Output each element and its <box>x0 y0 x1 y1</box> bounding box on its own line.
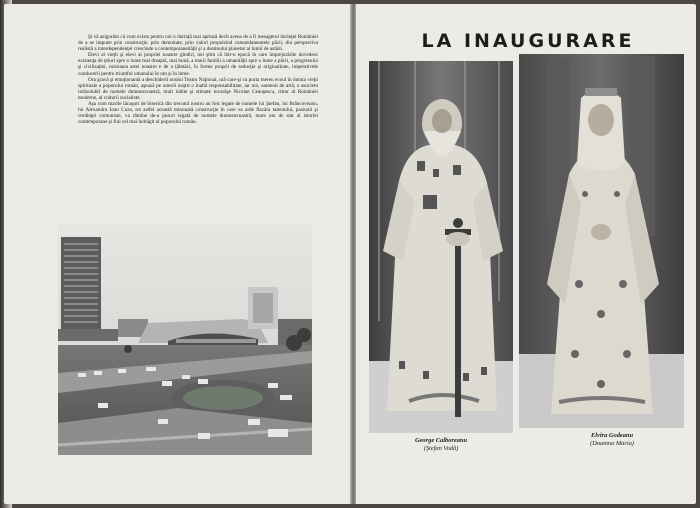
paragraph: Şi vă asigurăm că vom exista pentru noi o dorinţă mai aprinsă decît aceea de a fi mesagerul dorinţei României de a se impune prin construcţie, prin demnitate, prin valori propulsînd comandamentele păcii, din perspectiva realistă a interdependenţei crescînde a contemporaneităţii şi a destinului planetar al lumii de astăzi. <box>78 34 318 53</box>
caption-role: (Doamna Maria) <box>590 439 634 447</box>
photo-caption-godeanu <box>540 432 684 447</box>
caption-name: George Calboreanu <box>414 437 467 444</box>
theatre-city-photo <box>58 223 312 455</box>
left-page-body-text <box>78 34 318 125</box>
page-title: LA INAUGURARE <box>421 30 635 52</box>
photo-caption-calboreanu <box>369 437 513 452</box>
caption-name: Elvira Godeanu <box>590 432 634 439</box>
paragraph: Aşa cum marile lăcaşuri de biserică din trecutul nostru au fost legate de numele lui Ştefan, lui Brâncoveanu, lui Alexandru Ioan Cuza, tot astfel această minunată construcţie în care va arde flacăra talentului, pasiunii şi credinţei comuniste, va rămîne de-a pururi legată de numele dumneavoastră, mare om de stat al istoriei contemporane şi fiul cel mai îndrăgit al poporului român. <box>78 101 318 126</box>
paragraph: Elevi ai vieţii şi elevi ai propriei noastre gîndiri, noi ştim că într-o epocă în care împrejurările dovedesc existenţa de ţeluri spre o lume mai dreaptă, mai bună, a marii familii a umanităţii spre o lume a păcii, a progresului şi civilizaţiei, misiunea artei noastre e de a ţâlmăci, în forme proprii de seducţie şi originalitate, imperativele conducerii pentru triumful umanului în om şi în lume. <box>78 52 318 77</box>
actor-photo-calboreanu <box>369 61 513 433</box>
paragraph: Ora gravă şi emoţionantă a deschiderii noului Teatru Naţional, ură care-şi va purta mereu ecoul în durata vieţii spirituale a poporului român, aşează pe umerii noştri o înaltă responsabilitate, iar noi, oamenii de artă, o asociem indisolubil de numele dumneavoastră, mult iubite şi stimate tovarăşe Nicolae Ceauşescu, ctitor al României moderne, al culturii socialiste. <box>78 76 318 101</box>
actor-photo-godeanu <box>519 54 684 428</box>
caption-role: (Ştefan Vodă) <box>423 444 459 452</box>
